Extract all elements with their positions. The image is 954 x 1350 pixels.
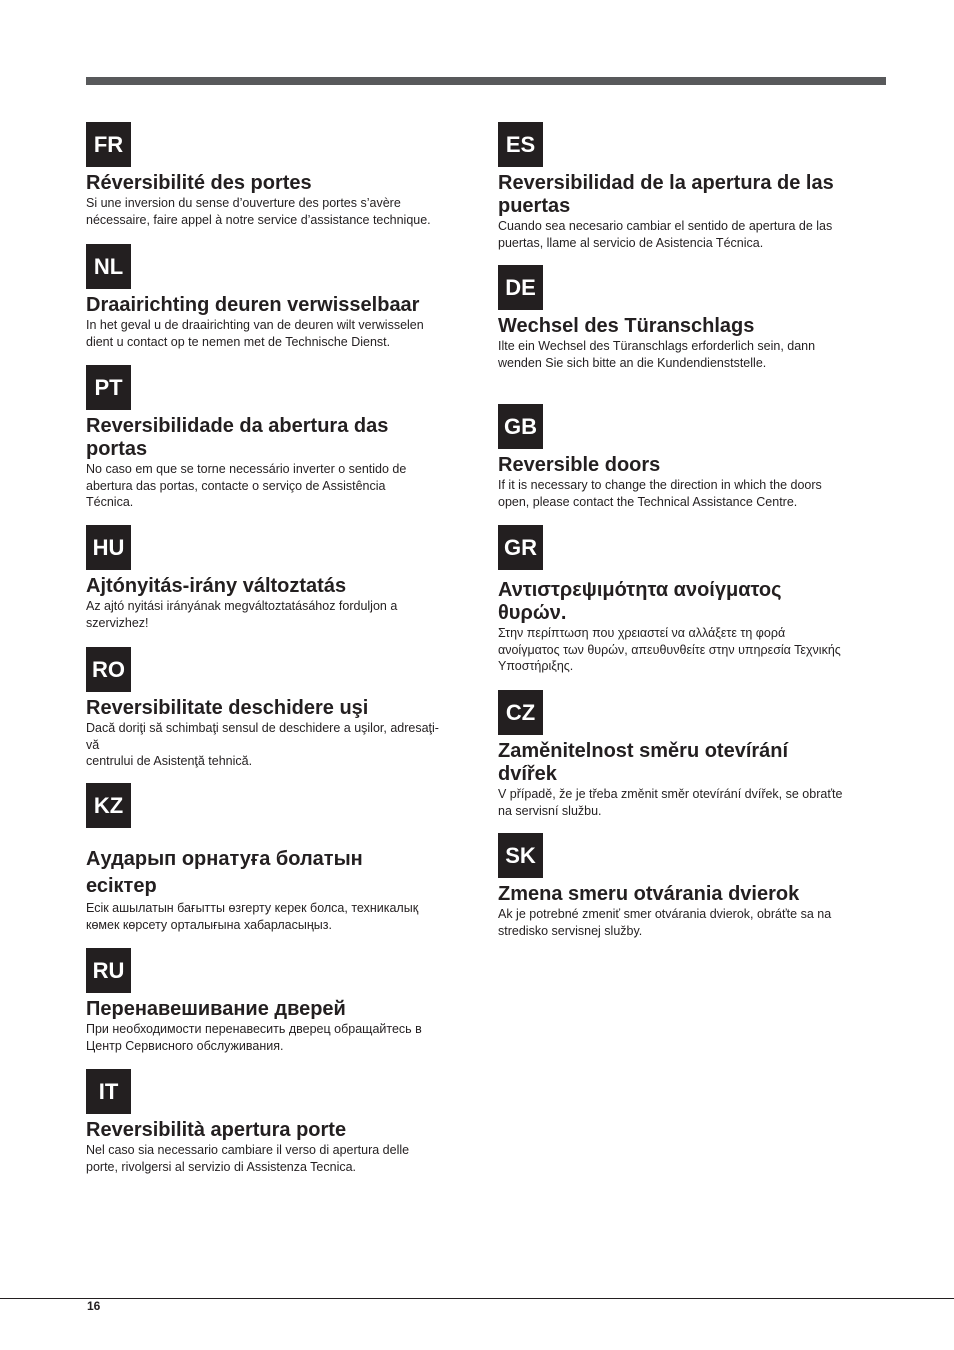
section-body-ro: Dacă doriţi să schimbaţi sensul de deschidere a uşilor, adresaţi- vă centrului de Asistenţă tehnică.: [86, 721, 439, 768]
section-body-sk: Ak je potrebné zmeniť smer otvárania dvierok, obráťte sa na stredisko servisnej služby.: [498, 907, 832, 938]
section-body-de: Ilte ein Wechsel des Türanschlags erforderlich sein, dann wenden Sie sich bitte an die Kundendienststelle.: [498, 339, 816, 370]
language-badge-it: IT: [86, 1069, 131, 1114]
language-badge-ro: RO: [86, 647, 131, 692]
section-title-cz: Zaměnitelnost směru otevírání dvířek: [498, 740, 789, 785]
language-badge-nl: NL: [86, 244, 131, 289]
section-title-es: Reversibilidad de la apertura de las puertas: [498, 172, 834, 217]
section-body-gr: Στην περίπτωση που χρειαστεί να αλλάξετε τη φορά ανοίγματος των θυρών, απευθυνθείτε στην υπηρεσία Τεχνικής Υποστήριξης.: [498, 626, 841, 673]
page-number: 16: [87, 1299, 101, 1313]
section-nl: [86, 244, 476, 350]
language-badge-cz: CZ: [498, 690, 543, 735]
section-body-fr: Si une inversion du sense d’ouverture des portes s’avère nécessaire, faire appel à notre service d’assistance technique.: [86, 196, 431, 227]
language-badge-gr: GR: [498, 525, 543, 570]
section-title-fr: Réversibilité des portes: [86, 172, 312, 194]
language-badge-kz: KZ: [86, 783, 131, 828]
section-body-es: Cuando sea necesario cambiar el sentido de apertura de las puertas, llame al servicio de Asistencia Técnica.: [498, 219, 833, 250]
language-badge-pt: PT: [86, 365, 131, 410]
section-gb: [498, 404, 888, 510]
section-ru: [86, 948, 476, 1054]
language-badge-hu: HU: [86, 525, 131, 570]
section-es: [498, 122, 888, 251]
section-body-it: Nel caso sia necessario cambiare il verso di apertura delle porte, rivolgersi al servizio di Assistenza Tecnica.: [86, 1143, 410, 1174]
section-title-kz: Аударып орнатуға болатын есіктер: [86, 848, 363, 897]
section-it: [86, 1069, 476, 1175]
language-badge-de: DE: [498, 265, 543, 310]
language-badge-gb: GB: [498, 404, 543, 449]
language-badge-sk: SK: [498, 833, 543, 878]
section-kz: [86, 783, 476, 933]
section-body-ru: При необходимости перенавесить дверец обращайтесь в Центр Сервисного обслуживания.: [86, 1022, 422, 1053]
language-badge-es: ES: [498, 122, 543, 167]
section-title-de: Wechsel des Türanschlags: [498, 315, 755, 337]
section-sk: [498, 833, 888, 939]
section-title-nl: Draairichting deuren verwisselbaar: [86, 294, 420, 316]
section-cz: [498, 690, 888, 819]
section-title-gb: Reversible doors: [498, 454, 661, 476]
section-body-hu: Az ajtó nyitási irányának megváltoztatásához forduljon a szervizhez!: [86, 599, 398, 630]
header-rule: [86, 77, 886, 85]
section-title-sk: Zmena smeru otvárania dvierok: [498, 883, 800, 905]
language-badge-fr: FR: [86, 122, 131, 167]
section-title-it: Reversibilità apertura porte: [86, 1119, 347, 1141]
section-body-gb: If it is necessary to change the direction in which the doors open, please contact the Technical Assistance Centre.: [498, 478, 822, 509]
section-hu: [86, 525, 476, 631]
language-badge-ru: RU: [86, 948, 131, 993]
section-pt: [86, 365, 476, 511]
section-body-cz: V případě, že je třeba změnit směr otevírání dvířek, se obraťte na servisní službu.: [498, 787, 843, 818]
section-body-nl: In het geval u de draairichting van de deuren wilt verwisselen dient u contact op te nemen met de Technische Dienst.: [86, 318, 424, 349]
section-body-pt: No caso em que se torne necessário inverter o sentido de abertura das portas, contacte o serviço de Assistência Técnica.: [86, 462, 407, 509]
section-ro: [86, 647, 476, 770]
section-gr: [498, 525, 888, 675]
section-body-kz: Есік ашылатын бағытты өзгерту керек болса, техникалық көмек көрсету орталығына хабарласыңыз.: [86, 901, 419, 932]
section-de: [498, 265, 888, 371]
section-title-pt: Reversibilidade da abertura das portas: [86, 415, 389, 460]
section-title-ru: Перенавешивание дверей: [86, 998, 346, 1020]
footer-rule: [0, 1298, 954, 1299]
section-title-hu: Ajtónyitás-irány változtatás: [86, 575, 347, 597]
section-fr: [86, 122, 476, 228]
section-title-ro: Reversibilitate deschidere uşi: [86, 697, 369, 719]
section-title-gr: Αντιστρεψιμότητα ανοίγματος θυρών.: [498, 579, 782, 624]
